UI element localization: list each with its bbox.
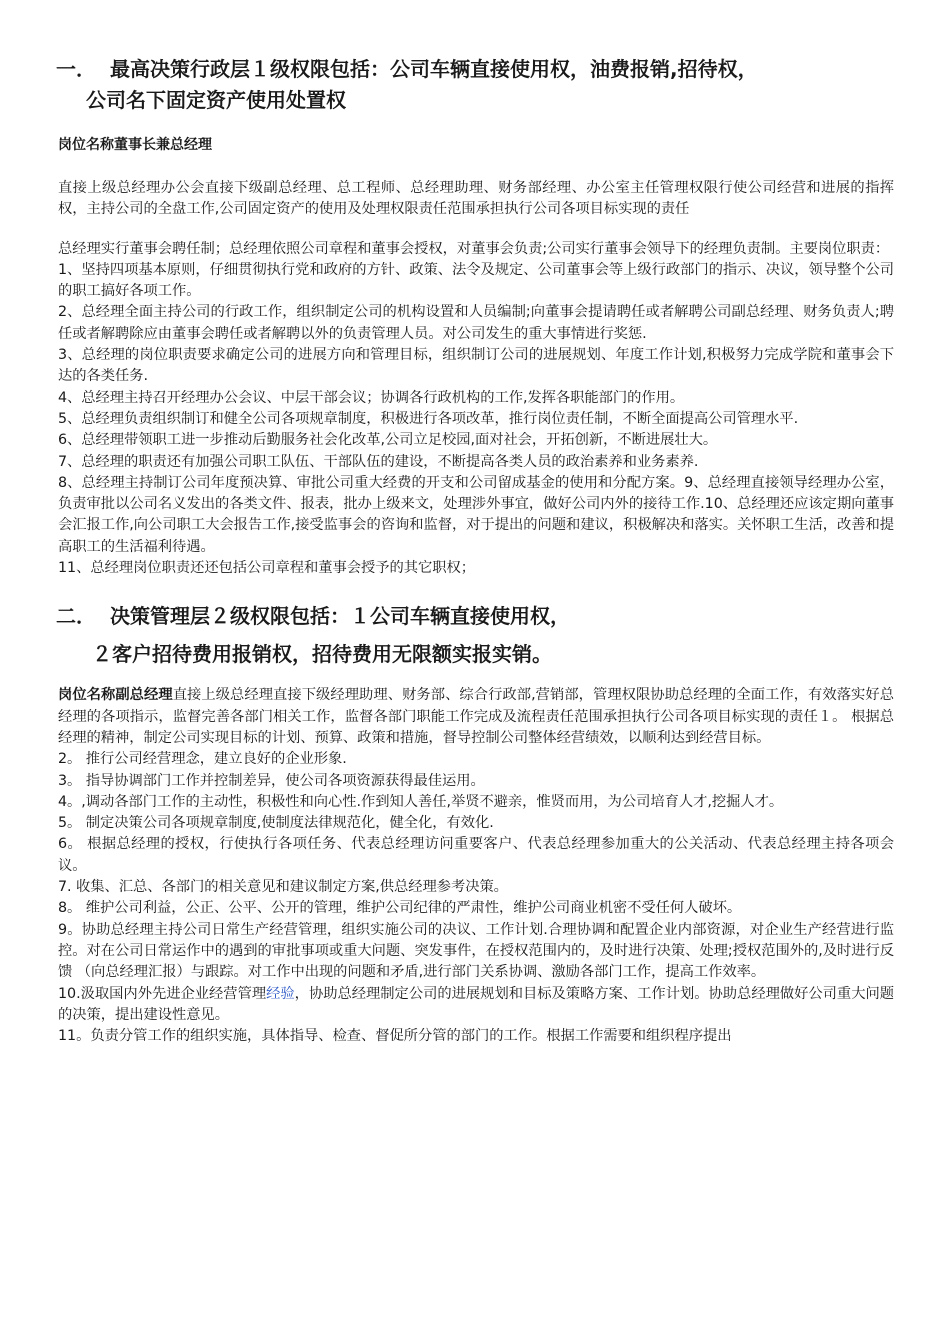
section-2-heading — [0, 597, 894, 635]
section-2-para-10-a: 10.汲取国内外先进企业经营管理 — [58, 985, 267, 1002]
section-2-intro — [58, 685, 894, 749]
section-1-para-0: 总经理实行董事会聘任制；总经理依照公司章程和董事会授权，对董事会负责;公司实行董事会领导下的经理负责制。主要岗位职责： — [58, 240, 890, 257]
section-1-para-5: 5、总经理负责组织制订和健全公司各项规章制度，积极进行各项改革，推行岗位责任制，不断全面提高公司管理水平. — [58, 410, 799, 427]
section-2-para-10 — [58, 984, 894, 1027]
document-page — [58, 54, 894, 1047]
section-1-title-line1: 最高决策行政层１级权限包括：公司车辆直接使用权，油费报销,招待权， — [110, 57, 758, 81]
section-2-para-7: 9。协助总经理主持公司日常生产经营管理，组织实施公司的决议、工作计划.合理协调和配置企业内部资源，对企业生产经营进行监控。对在公司日常运作中的遇到的审批事项或重大问题、突发事件，在授权范围内的，及时进行决策、处理;授权范围外的,及时进行反馈 （向总经理汇报）与跟踪。对工作中出现的问题和矛盾,进行部门关系协调、激励各部门工作，提高工作效率。 — [58, 921, 894, 981]
position-title-label-2: 岗位名称副总经理 — [58, 687, 173, 704]
section-2-para-1: 3。 指导协调部门工作并控制差异，使公司各项资源获得最佳运用。 — [58, 772, 485, 789]
section-1-para-3: 3、总经理的岗位职责要求确定公司的进展方向和管理目标，组织制订公司的进展规划、年度工作计划,积极努力完成学院和董事会下达的各类任务. — [58, 347, 894, 385]
section-1-number: 一． — [56, 57, 96, 81]
section-1-para-7: 7、总经理的职责还有加强公司职工队伍、干部队伍的建设，不断提高各类人员的政治素养和业务素养. — [58, 453, 699, 470]
section-1-heading — [0, 54, 894, 116]
section-1-para-6: 6、总经理带领职工进一步推动后勤服务社会化改革,公司立足校园,面对社会，开拓创新，不断进展壮大。 — [58, 432, 718, 449]
section-1-para-2: 2、总经理全面主持公司的行政工作，组织制定公司的机构设置和人员编制;向董事会提请聘任或者解聘公司副总经理、财务负责人;聘任或者解聘除应由董事会聘任或者解聘以外的负责管理人员。对公司发生的重大事情进行奖惩. — [58, 304, 894, 342]
experience-link[interactable]: 经验 — [266, 985, 295, 1002]
section-2-para-4: 6。 根据总经理的授权，行使执行各项任务、代表总经理访问重要客户、代表总经理参加重大的公关活动、代表总经理主持各项会议。 — [58, 836, 894, 874]
section-1-title-line2: 公司名下固定资产使用处置权 — [86, 88, 346, 112]
section-1-para-4: 4、总经理主持召开经理办公会议、中层干部会议；协调各行政机构的工作,发挥各职能部门的作用。 — [58, 389, 685, 406]
section-2-title-line2: ２客户招待费用报销权，招待费用无限额实报实销。 — [92, 642, 552, 667]
position-title-label: 岗位名称董事长兼总经理 — [58, 137, 212, 153]
section-2-para-6: 8。 维护公司利益，公正、公平、公开的管理，维护公司纪律的严肃性，维护公司商业机密不受任何人破坏。 — [58, 900, 742, 917]
section-1-intro: 直接上级总经理办公会直接下级副总经理、总工程师、总经理助理、财务部经理、办公室主任管理权限行使公司经营和进展的指挥权，主持公司的全盘工作,公司固定资产的使用及处理权限责任范围承担执行公司各项目标实现的责任 — [58, 180, 894, 218]
section-2-para-10-b: ，协助总经理制定公司的进展规划和目标及策略方案、工作计划。协助总经理做好公司重大问题的决策，提出建设性意见。 — [58, 985, 894, 1023]
section-2-para-3: 5。 制定决策公司各项规章制度,使制度法律规范化，健全化，有效化. — [58, 815, 494, 832]
section-2-para-0: 2。 推行公司经营理念，建立良好的企业形象. — [58, 751, 347, 768]
section-1-para-9: 11、总经理岗位职责还还包括公司章程和董事会授予的其它职权； — [58, 560, 476, 577]
section-2 — [58, 597, 894, 1047]
section-1-para-8: 8、总经理主持制订公司年度预决算、审批公司重大经费的开支和公司留成基金的使用和分配方案。9、总经理直接领导经理办公室，负责审批以公司名义发出的各类文件、报表，批办上级来文，处理涉外事宜，做好公司内外的接待工作.10、总经理还应该定期向董事会汇报工作,向公司职工大会报告工作,接受监事会的咨询和监督，对于提出的问题和建议，积极解决和落实。关怀职工生活，改善和提高职工的生活福利待遇。 — [58, 474, 894, 555]
section-2-intro-text: 直接上级总经理直接下级经理助理、财务部、综合行政部,营销部，管理权限协助总经理的全面工作，有效落实好总经理的各项指示，监督完善各部门相关工作，监督各部门职能工作完成及流程责任范围承担执行公司各项目标实现的责任１。 根据总经理的精神，制定公司实现目标的计划、预算、政策和措施，督导控制公司整体经营绩效，以顺利达到经营目标。 — [58, 687, 894, 746]
section-2-title-line1: 决策管理层２级权限包括：１公司车辆直接使用权， — [110, 604, 570, 629]
section-2-para-2: 4。,调动各部门工作的主动性，积极性和向心性.作到知人善任,举贤不避亲，惟贤而用，为公司培育人才,挖掘人才。 — [58, 793, 784, 810]
section-2-number: 二． — [56, 604, 96, 629]
section-2-para-11: 11。负责分管工作的组织实施，具体指导、检查、督促所分管的部门的工作。根据工作需要和组织程序提出 — [58, 1028, 732, 1045]
section-1 — [58, 54, 894, 579]
section-2-para-5: 7. 收集、汇总、各部门的相关意见和建议制定方案,供总经理参考决策。 — [58, 879, 508, 896]
section-1-para-1: 1、坚持四项基本原则，仔细贯彻执行党和政府的方针、政策、法令及规定、公司董事会等上级行政部门的指示、决议，领导整个公司的职工搞好各项工作。 — [58, 261, 894, 300]
